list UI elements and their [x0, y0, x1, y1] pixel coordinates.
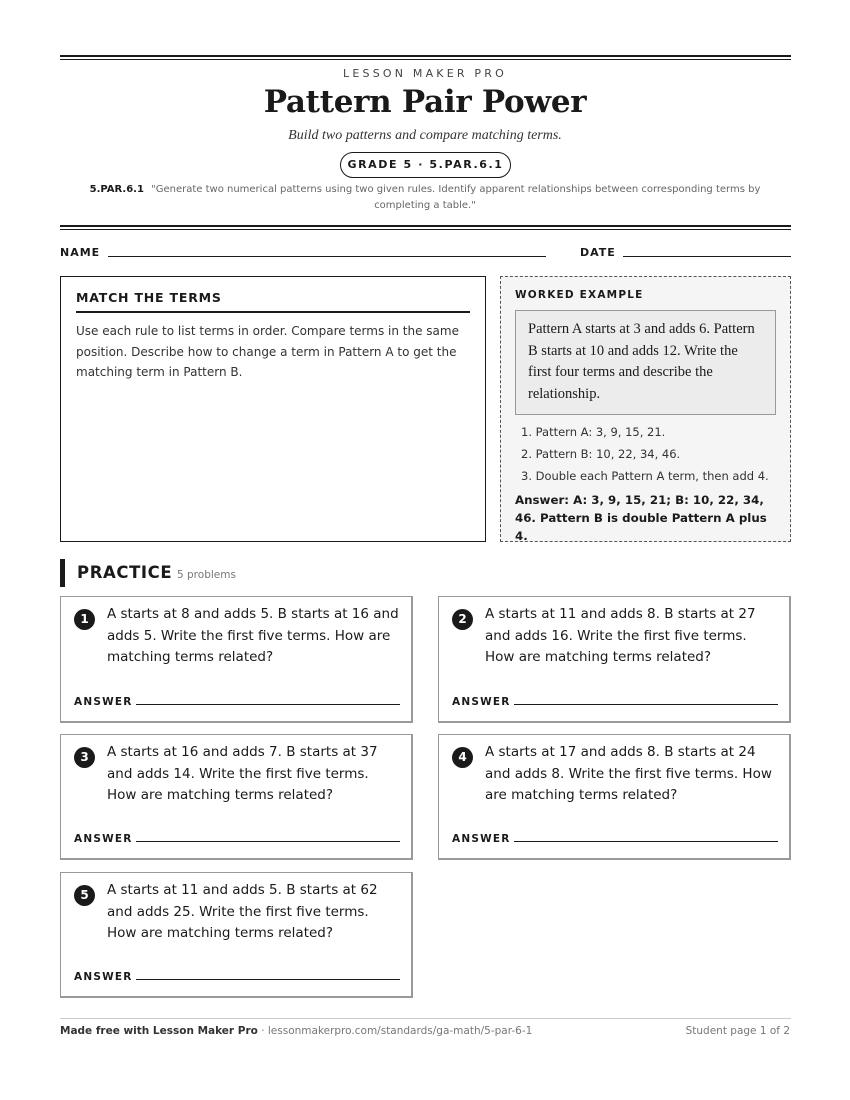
answer-label: ANSWER [74, 971, 133, 983]
answer-line[interactable] [136, 841, 400, 842]
problem-card-4 [438, 734, 791, 860]
standard-code: 5.PAR.6.1 [89, 184, 144, 195]
answer-label: ANSWER [74, 696, 133, 708]
problem-number-badge: 4 [452, 747, 473, 768]
standard-description [80, 182, 770, 214]
worked-example-answer: Answer: A: 3, 9, 15, 21; B: 10, 22, 34, 46. Pattern B is double Pattern A plus 4. [515, 493, 767, 543]
name-label: NAME [60, 246, 101, 259]
problem-card-3 [60, 734, 413, 860]
worked-example-prompt: Pattern A starts at 3 and adds 6. Pattern B starts at 10 and adds 12. Write the first four terms and describe the relationship. [515, 310, 776, 415]
match-terms-panel [60, 276, 486, 542]
match-terms-title: MATCH THE TERMS [76, 290, 470, 313]
problem-text: A starts at 16 and adds 7. B starts at 37 and adds 14. Write the first five terms. How are matching terms related? [107, 744, 378, 803]
answer-line[interactable] [136, 979, 400, 980]
practice-accent-bar [60, 559, 65, 587]
footer-rule [60, 1018, 791, 1019]
footer-made-with: Made free with Lesson Maker Pro [60, 1025, 258, 1037]
worksheet-subtitle: Build two patterns and compare matching terms. [288, 128, 562, 143]
worked-example-title: WORKED EXAMPLE [515, 289, 644, 301]
footer-page-number: Student page 1 of 2 [685, 1025, 790, 1037]
worked-step: 3. Double each Pattern A term, then add 4. [521, 469, 769, 483]
answer-label: ANSWER [452, 696, 511, 708]
problem-text: A starts at 17 and adds 8. B starts at 24 and adds 8. Write the first five terms. How are matching terms related? [485, 744, 772, 803]
header-bottom-rule [60, 225, 791, 230]
header-top-rule [60, 55, 791, 60]
problem-card-5 [60, 872, 413, 998]
answer-line[interactable] [514, 841, 778, 842]
worked-step: 2. Pattern B: 10, 22, 34, 46. [521, 447, 681, 461]
worksheet-title: Pattern Pair Power [263, 84, 587, 120]
problem-text: A starts at 11 and adds 8. B starts at 27 and adds 16. Write the first five terms. How are matching terms related? [485, 606, 756, 665]
problem-number-badge: 1 [74, 609, 95, 630]
problem-card-2 [438, 596, 791, 723]
footer-url[interactable]: · lessonmakerpro.com/standards/ga-math/5-par-6-1 [261, 1025, 533, 1037]
problem-number-badge: 2 [452, 609, 473, 630]
brand-name: LESSON MAKER PRO [343, 67, 507, 80]
practice-title: PRACTICE [77, 563, 173, 582]
answer-label: ANSWER [452, 833, 511, 845]
name-line[interactable] [108, 256, 546, 257]
problem-text: A starts at 8 and adds 5. B starts at 16 and adds 5. Write the first five terms. How are matching terms related? [107, 606, 399, 665]
answer-line[interactable] [514, 704, 778, 705]
worked-step: 1. Pattern A: 3, 9, 15, 21. [521, 425, 666, 439]
date-label: DATE [580, 246, 616, 259]
problem-number-badge: 5 [74, 885, 95, 906]
worked-example-steps [515, 421, 776, 487]
answer-label: ANSWER [74, 833, 133, 845]
problem-number-badge: 3 [74, 747, 95, 768]
date-line[interactable] [623, 256, 791, 257]
match-terms-body: Use each rule to list terms in order. Compare terms in the same position. Describe how to change a term in Pattern A to get the matching term in Pattern B. [76, 324, 459, 379]
problem-text: A starts at 11 and adds 5. B starts at 62 and adds 25. Write the first five terms. How are matching terms related? [107, 882, 378, 941]
practice-count: 5 problems [177, 569, 236, 581]
grade-badge: GRADE 5 · 5.PAR.6.1 [340, 152, 511, 178]
footer-credit [60, 1025, 532, 1037]
problem-card-1 [60, 596, 413, 723]
worked-example-panel [500, 276, 791, 542]
standard-text: "Generate two numerical patterns using two given rules. Identify apparent relationships between corresponding terms by completing a table." [151, 184, 761, 211]
answer-line[interactable] [136, 704, 400, 705]
